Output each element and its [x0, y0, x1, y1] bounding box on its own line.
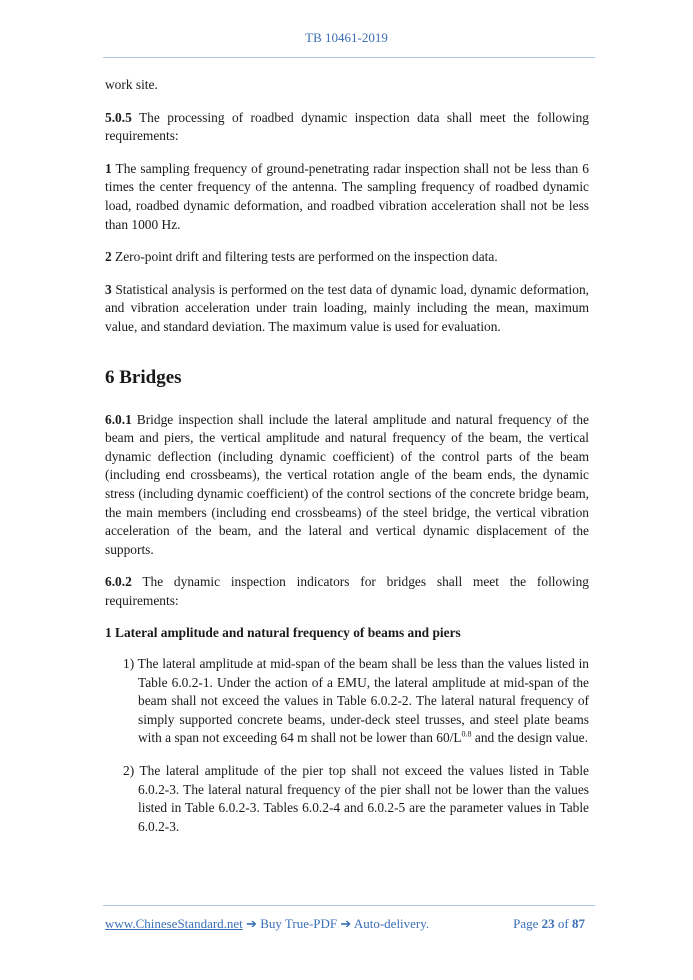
clause-6-0-1 — [105, 411, 589, 560]
list-item-text-end: and the design value. — [471, 730, 588, 746]
clause-5-0-5 — [105, 109, 589, 146]
clause-number: 6.0.2 — [105, 574, 132, 590]
page-number: 23 — [541, 916, 555, 931]
item-2-zero-point-drift — [105, 248, 589, 267]
footer-divider — [103, 905, 595, 906]
site-link[interactable]: www.ChineseStandard.net — [105, 916, 243, 931]
item-number: 1 — [105, 160, 112, 176]
item-text: Zero-point drift and filtering tests are performed on the inspection data. — [111, 249, 498, 265]
item-number: 2 — [105, 249, 112, 265]
item-1-sampling-frequency — [105, 160, 589, 234]
clause-text: The dynamic inspection indicators for bridges shall meet the following requirements: — [105, 574, 589, 608]
footer-links — [105, 916, 429, 932]
item-3-statistical-analysis — [105, 281, 589, 337]
list-item-1 — [105, 655, 589, 748]
page-body — [105, 76, 589, 850]
list-item-text: 1) The lateral amplitude at mid-span of the beam shall be less than the values listed in Table 6.0.2-1. Under the action of a EMU, the lateral amplitude at mid-span of the beam shall not exceed the values in Table 6.0.2-2. The lateral natural frequency of simply supported concrete beams, under-deck steel trusses, and steel plate beams with a span not exceeding 64 m shall not be lower than 60/L — [123, 656, 589, 746]
clause-text: The processing of roadbed dynamic inspection data shall meet the following requirements: — [105, 109, 589, 144]
list-item-2: 2) The lateral amplitude of the pier top shall not exceed the values listed in Table 6.0.2-3. The lateral natural frequency of the pier shall not be lower than the values listed in Table 6.0.2-3. Tables 6.0.2-4 and 6.0.2-5 are the parameter values in Table 6.0.2-3. — [123, 763, 589, 834]
buy-pdf-text: Buy True-PDF — [260, 916, 338, 931]
page-label: Page — [513, 916, 542, 931]
item-text: The sampling frequency of ground-penetrating radar inspection shall not be less than 6 times the center frequency of the antenna. The sampling frequency of roadbed dynamic load, roadbed dynamic deformation, and roadbed vibration acceleration shall not be less than 1000 Hz. — [105, 160, 589, 232]
arrow-right-icon: ➔ — [242, 916, 261, 931]
item-number: 3 — [105, 281, 112, 297]
document-id-header: TB 10461-2019 — [305, 30, 388, 45]
arrow-right-icon: ➔ — [337, 916, 354, 931]
delivery-text: Auto-delivery. — [353, 916, 430, 931]
section-heading-bridges: 6 Bridges — [105, 366, 182, 388]
subheading-lateral-amplitude: 1 Lateral amplitude and natural frequency of beams and piers — [105, 625, 461, 641]
clause-number: 6.0.1 — [105, 411, 132, 427]
exponent: 0.8 — [461, 729, 472, 739]
clause-6-0-2 — [105, 573, 589, 610]
of-label: of — [554, 916, 572, 931]
clause-text: Bridge inspection shall include the lateral amplitude and natural frequency of the beam and piers, the vertical amplitude and natural frequency of the beam, the vertical dynamic deflection (including dynamic coefficient) of the control parts of the beam (including end crossbeams), the vertical rotation angle of the beam ends, the dynamic stress (including dynamic coefficient) of the control sections of the concrete bridge beam, the main members (including end crossbeams) of the steel bridge, the vertical vibration acceleration of the beam, and the lateral and vertical dynamic displacement of the supports. — [105, 411, 589, 557]
page-total: 87 — [572, 916, 585, 931]
item-text: Statistical analysis is performed on the test data of dynamic load, dynamic deformation, and vibration acceleration under train loading, mainly including the mean, maximum value, and standard deviation. The maximum value is used for evaluation. — [105, 281, 589, 334]
header-divider — [103, 57, 595, 58]
clause-number: 5.0.5 — [105, 109, 132, 125]
paragraph-continuation: work site. — [105, 77, 158, 92]
page-indicator — [513, 916, 585, 932]
